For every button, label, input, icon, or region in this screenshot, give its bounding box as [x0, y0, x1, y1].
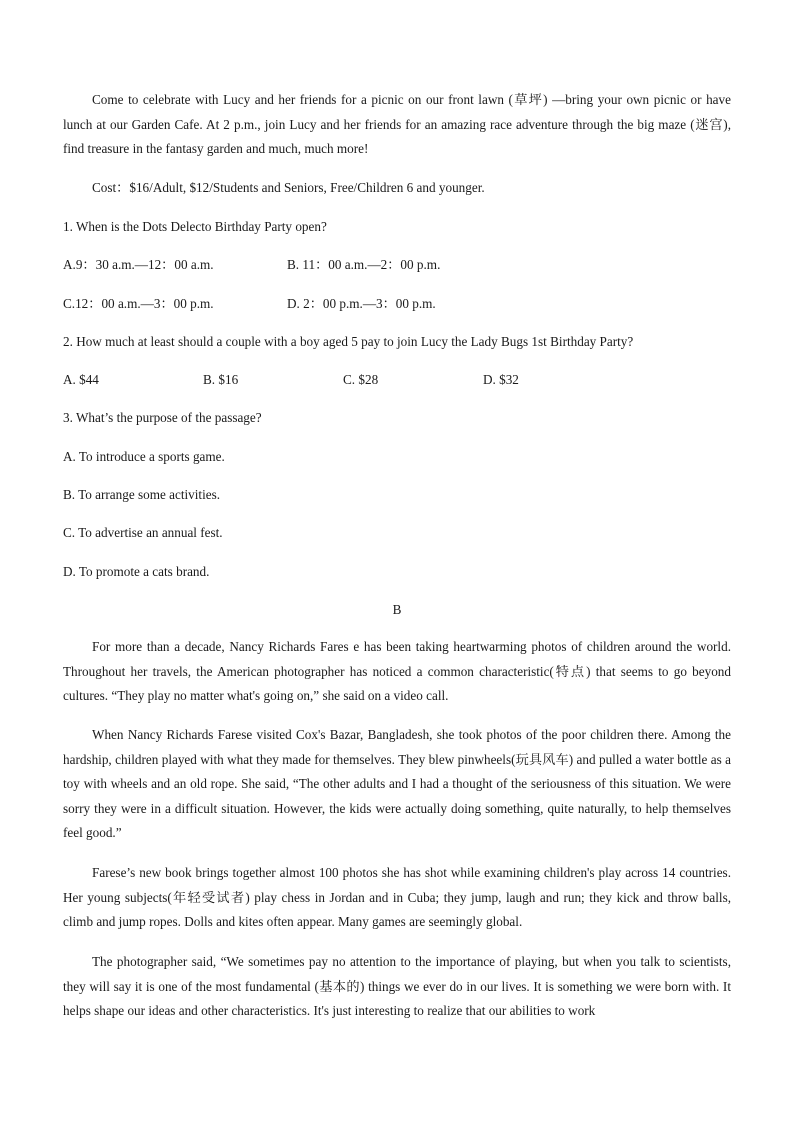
question-2-stem: 2. How much at least should a couple with a boy aged 5 pay to join Lucy the Lady Bugs 1st Birthday Party? — [63, 334, 634, 349]
question-1-stem: 1. When is the Dots Delecto Birthday Party open? — [63, 219, 327, 234]
question-1-option-d: D. 2：00 p.m.—3：00 p.m. — [287, 296, 436, 311]
question-3-option-d: D. To promote a cats brand. — [63, 564, 210, 579]
question-3-option-b: B. To arrange some activities. — [63, 487, 221, 502]
intro-paragraph: Come to celebrate with Lucy and her friends for a picnic on our front lawn (草坪) —bring your own picnic or have lunch at our Garden Cafe. At 2 p.m., join Lucy and her friends for an amazing race adventure through the big maze (迷宫), find treasure in the fantasy garden and much, much more! — [63, 92, 731, 157]
passage-b-paragraph-1: For more than a decade, Nancy Richards Fares e has been taking heartwarming photos of children around the world. Throughout her travels, the American photographer has noticed a common characteristic(特点) that seems to go beyond cultures. “They play no matter what's going on,” she said on a video call. — [63, 639, 731, 704]
passage-b-paragraph-3: Farese’s new book brings together almost 100 photos she has shot while examining children's play across 14 countries. Her young subjects(年轻受试者) play chess in Jordan and in Cuba; they jump, laugh and run; they kick and throw balls, climb and jump ropes. Dolls and kites often appear. Many games are seemingly global. — [63, 865, 731, 930]
passage-b-paragraph-4: The photographer said, “We sometimes pay no attention to the importance of playing, but when you talk to scientists, they will say it is one of the most fundamental (基本的) things we ever do in our lives. It is something we were born with. It helps shape our ideas and other characteristics. It's just interesting to realize that our abilities to work — [63, 954, 731, 1019]
question-2-option-d: D. $32 — [483, 372, 519, 387]
question-3-option-c: C. To advertise an annual fest. — [63, 525, 223, 540]
question-1-option-a: A.9：30 a.m.—12：00 a.m. — [63, 257, 214, 272]
passage-b-paragraph-2: When Nancy Richards Farese visited Cox's Bazar, Bangladesh, she took photos of the poor children there. Among the hardship, children played with what they made for themselves. They blew pinwheels(玩具风车) and pulled a water bottle as a toy with wheels and an old rope. She said, “The other adults and I had a thought of the seriousness of this situation. We were sorry they were in a difficult situation. However, the kids were actually doing something, quite naturally, to help themselves feel good.” — [63, 727, 731, 841]
question-2-option-b: B. $16 — [203, 372, 239, 387]
question-1-option-c: C.12：00 a.m.—3：00 p.m. — [63, 296, 214, 311]
question-1-option-b: B. 11：00 a.m.—2：00 p.m. — [287, 257, 441, 272]
question-3-stem: 3. What’s the purpose of the passage? — [63, 410, 262, 425]
question-3-option-a: A. To introduce a sports game. — [63, 449, 225, 464]
cost-line: Cost：$16/Adult, $12/Students and Seniors, Free/Children 6 and younger. — [92, 180, 485, 195]
section-title: B — [392, 602, 402, 617]
question-2-option-c: C. $28 — [343, 372, 379, 387]
question-2-option-a: A. $44 — [63, 372, 99, 387]
